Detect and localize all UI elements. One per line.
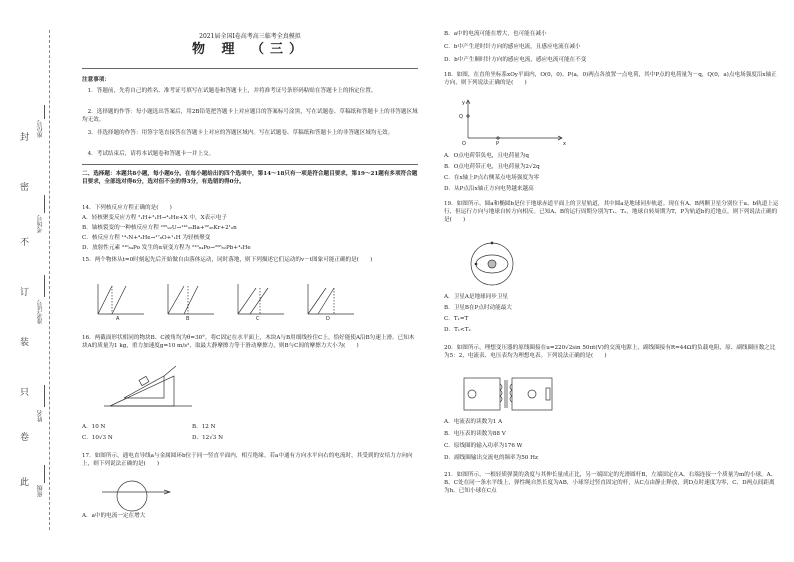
q18-option-a: A．O点电荷带负电，且电荷量为q [444, 153, 529, 159]
notice-item-4: 4．考试结束后，请将本试题卷和答题卡一并上交。 [87, 151, 215, 157]
q20-option-c: C．原线圈的输入功率为176 W [444, 443, 523, 449]
field-class: 班级 [37, 485, 44, 497]
q16-option-a: A．10 N [82, 424, 106, 430]
svg-text:Q: Q [459, 114, 463, 120]
field-room-number: 考场号 [37, 215, 44, 233]
q17-stem: 17．如图所示，通电直导线a与金属圆环b位于同一竖直平面内，相互绝缘。若a中通有方向水平向右的电流时，其受到的安培力方向向上，则下列说法正确的是( ) [82, 453, 413, 468]
q20-option-d: D．副线圈输出交流电的频率为50 Hz [444, 455, 538, 461]
graph-label: D [326, 316, 330, 322]
subject-title: 物 理 （三） [191, 42, 309, 57]
q14-option-d: D．放射性元素 ²¹⁰₈₄Po 发生的α衰变方程为 ²¹⁰₈₄Po→²⁰⁶₈₂Pb+⁴₂He [82, 245, 251, 251]
q16-figure [104, 362, 194, 408]
q21-stem: 21．如图所示，一根轻质弹簧的劲度与其伸长量成正比，另一端固定的光滑圆杆B，左端固定在A，右端连接一个质量为m的小球，A、B、C处在同一条水平线上，弹性绳自然长度为AB，小球穿过竖直固定的杆，从C点由静止释放，到D点时速度为零，C、D两点间距离为h。已知小球在C点 [444, 472, 777, 495]
margin-char: 不 [20, 238, 30, 248]
q16-option-b: B．12 N [192, 424, 216, 430]
q16-option-c: C．10√3 N [82, 435, 113, 441]
q18-option-d: D．从P点沿x轴正方向电势越来越高 [444, 186, 534, 192]
margin-char: 此 [20, 478, 30, 488]
notice-item-3: 3．非选择题的作答：用签字笔直接答在答题卡上对应的答题区域内。写在试题卷、草稿纸和答题卡上的非答题区域均无效。 [87, 130, 394, 136]
title-divider [82, 68, 418, 69]
q16-option-d: D．12√3 N [192, 435, 223, 441]
graph-label: A [116, 316, 120, 322]
q17-option-c: C．b中产生逆时针方向的感应电流，且感应电流在减小 [444, 44, 581, 50]
notice-item-2: 2．选择题的作答：每小题选出答案后，用2B铅笔把答题卡上对应题目的答案标号涂黑，写在试题卷、草稿纸和答题卡上的非答题区域均无效。 [82, 109, 418, 124]
q18-option-b: B．O点电荷带正电，且电荷量为2√2q [444, 164, 540, 170]
q15-graphs [94, 282, 374, 320]
margin-char: 卷 [20, 433, 30, 443]
svg-text:P: P [496, 141, 500, 147]
q17-figure [102, 480, 182, 514]
q19-figure [464, 240, 524, 288]
q19-option-c: C．T₁=T [444, 316, 469, 322]
q14-stem: 14．下列核反应方程正确的是( ) [82, 205, 172, 211]
notice-divider [82, 164, 418, 165]
q16-stem: 16．两截面形状相同的物块B、C被角均为θ=30°，将C固定在水平面上，木块A与B用细线拴住C上，恰好能使A沿B匀速上滑。已知木块A的质量为1 kg，重力加速度g=10 m/s²，取最大静摩擦力等于滑动摩擦力，则B与C间的摩擦力大小为( ) [82, 335, 415, 350]
binding-margin [0, 0, 70, 562]
q14-option-c: C．核反应方程 ¹⁴₇N+⁴₂He→¹⁷₈O+¹₁H 为轻核聚变 [82, 235, 211, 241]
graph-label: C [256, 316, 260, 322]
svg-text:O: O [462, 141, 466, 147]
q18-option-c: C．在x轴上P点右侧某点电场强度为零 [444, 175, 540, 181]
field-name: 姓名 [37, 410, 44, 422]
q17-option-a: A．a中的电流一定在增大 [82, 513, 146, 519]
notice-heading: 注意事项： [82, 77, 110, 83]
q19-stem: 19．如图所示，圆a和椭圆b是位于地球赤道平面上的卫星轨道，其中圆a是地球同步轨道。现在有A、B两颗卫星分别位于a、b轨道上运行，但运行方向与地球自转方向相反。已知A、B的运行周期分别为T₁、T₂，地球自转周期为T，P为轨道b的近地点。则下列说法正确的是( ) [444, 201, 779, 224]
notice-item-1: 1．答题前，先将自己的姓名、准考证号填写在试题卷和答题卡上，并将准考证号条形码粘贴在答题卡上的指定位置。 [87, 88, 377, 94]
svg-text:y: y [462, 100, 465, 106]
q17-option-b: B．a中的电流可能在增大，也可能在减小 [444, 31, 547, 37]
q17-option-d: D．b中产生顺时针方向的感应电流，感应电流可能在不变 [444, 57, 587, 63]
exam-title: 2021届全国Ⅰ卷高考高三临考全真模拟 [199, 33, 301, 40]
q20-stem: 20．如图所示，理想变压器的原线圈接在u=220√2sin 50πt(V)的交流电源上，副线圈接有R=44Ω的负载电阻，原、副线圈匝数之比为5：2，电流表、电压表均为理想电表。下列说法正确的是( ) [444, 345, 776, 360]
q19-option-a: A．卫星A是地球同步卫星 [444, 294, 509, 300]
q15-stem: 15．两个物体从t=0时刻起先后开始做自由落体运动，同时落地，则下列描述它们运动的v－t图象可能正确的是( ) [82, 257, 373, 263]
q20-option-b: B．电压表的读数为88 V [444, 431, 506, 437]
section-heading: 二、选择题：本题共8小题，每小题6分。在每小题给出的四个选项中，第14～18只有一项是符合题目要求，第19～21题有多项符合题目要求，全部选对得6分，选对但不全的得3分，有选错的得0分。 [82, 171, 418, 186]
margin-char: 订 [20, 288, 30, 298]
q14-option-a: A．轻核聚变反应方程 ²₁H+³₁H→⁴₂He+X 中，X表示电子 [82, 215, 227, 221]
q19-option-b: B．卫星B在P点时动能最大 [444, 305, 512, 311]
q18-stem: 18．如图，在直角坐标系xOy平面内，O(0，0)、P(a，0)两点各放置一点电荷，其中P点的电荷量为－q，Q(0，a)点电场强度沿x轴正方向，则下列说法正确的是( ) [444, 72, 777, 87]
q18-figure [459, 98, 572, 148]
graph-label: B [186, 316, 190, 322]
margin-char: 密 [20, 183, 30, 193]
margin-char: 封 [20, 133, 30, 143]
field-seat-number: 座位号 [37, 120, 44, 138]
margin-char: 只 [20, 388, 30, 398]
margin-char: 装 [20, 338, 30, 348]
field-admission-number: 准考证号 [37, 300, 44, 324]
q20-option-a: A．电流表的读数为1 A [444, 419, 503, 425]
q20-figure [462, 374, 558, 414]
cut-line [49, 30, 50, 530]
q19-option-d: D．T₁<T₂ [444, 327, 471, 333]
svg-text:x: x [563, 141, 566, 147]
q14-option-b: B．铀核裂变的一种核反应方程 ²³⁵₉₂U→¹⁴¹₅₆Ba+⁹²₃₆Kr+2¹₀n [82, 225, 237, 231]
